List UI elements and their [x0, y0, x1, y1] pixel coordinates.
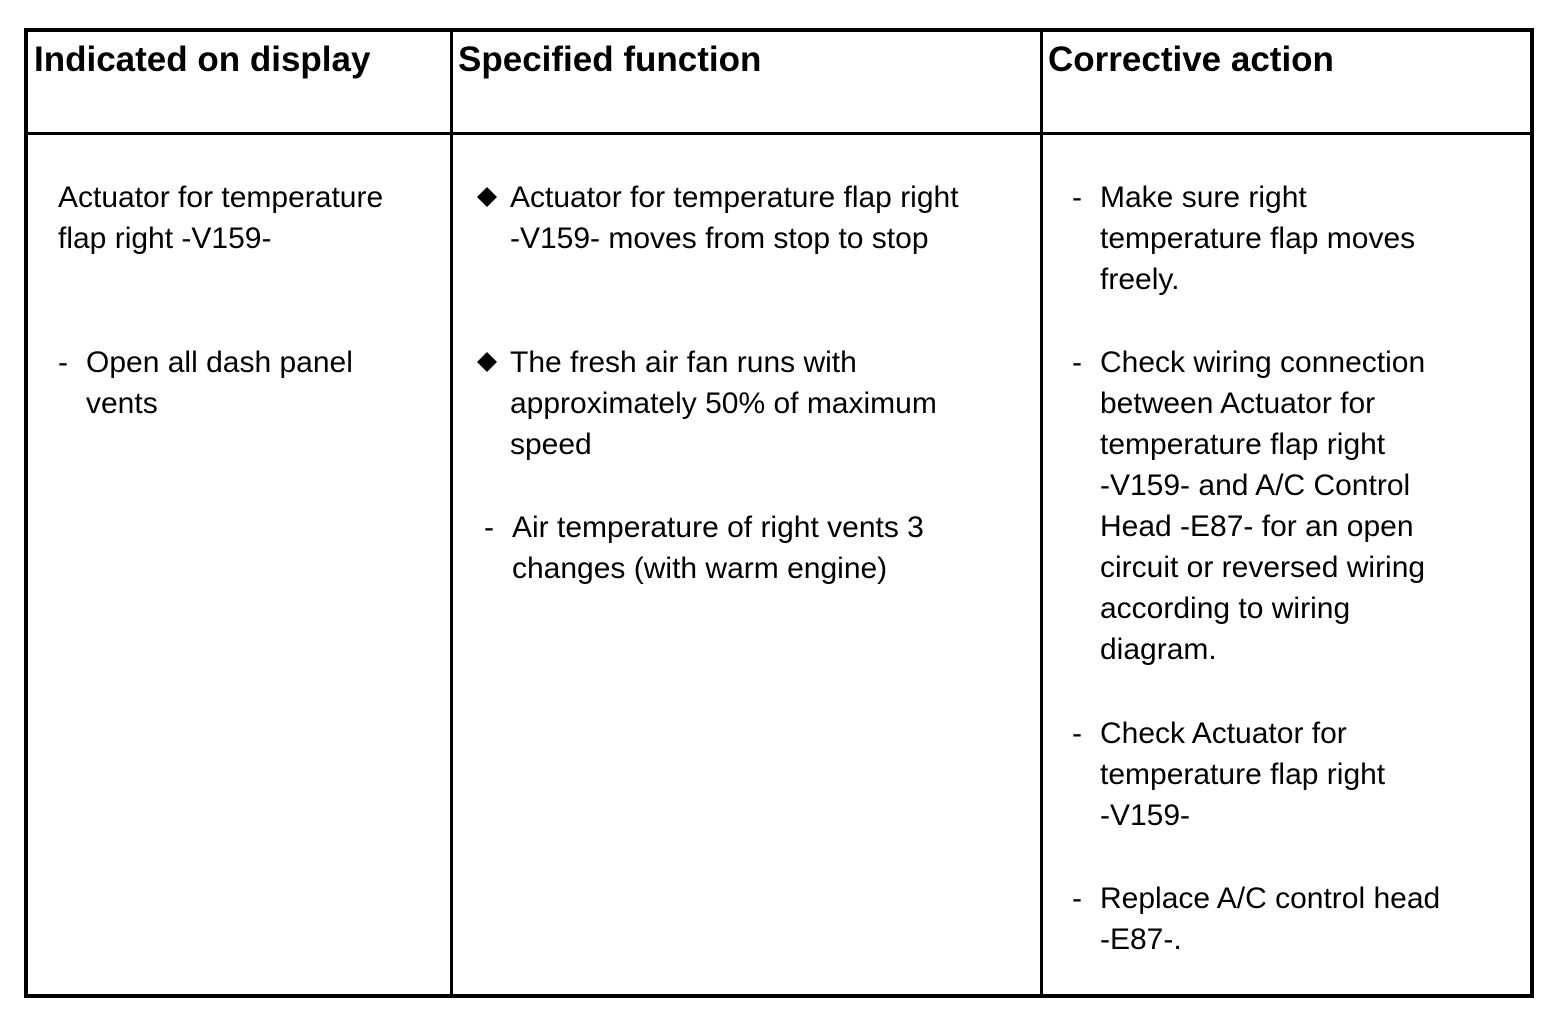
action-item-text: Check wiring connection between Actuator for temperature flap right -V159- and A/C Control Head -E87- for an open circuit or reversed wiring according to wiring diagram. — [1100, 346, 1426, 666]
dash-marker: - — [1072, 882, 1082, 915]
action-item — [1072, 177, 1522, 307]
display-step-text: Open all dash panel vents — [86, 346, 353, 420]
dash-marker: - — [58, 346, 68, 379]
column-divider-2 — [1040, 32, 1043, 994]
bullet-icon — [476, 351, 498, 373]
action-item — [1072, 713, 1522, 843]
display-step — [58, 342, 428, 432]
dash-marker: - — [1072, 346, 1082, 379]
diagnosis-table — [24, 28, 1534, 998]
dash-marker: - — [1072, 717, 1082, 750]
header-indicated-on-display: Indicated on display — [34, 40, 371, 79]
function-item — [476, 177, 1026, 267]
function-item-text: Actuator for temperature flap right -V159- moves from stop to stop — [510, 181, 959, 255]
action-item — [1072, 342, 1522, 682]
dash-marker: - — [484, 511, 494, 544]
column-divider-1 — [450, 32, 453, 994]
bullet-icon — [476, 186, 498, 208]
header-specified-function: Specified function — [458, 40, 762, 79]
action-item-text: Check Actuator for temperature flap right -V159- — [1100, 717, 1386, 832]
dash-marker: - — [1072, 181, 1082, 214]
function-item — [476, 342, 1026, 472]
function-item — [484, 507, 1024, 597]
header-corrective-action: Corrective action — [1048, 40, 1334, 79]
function-item-text: The fresh air fan runs with approximately 50% of maximum speed — [510, 346, 937, 461]
display-item-title: Actuator for temperature flap right -V159- — [58, 181, 384, 255]
header-divider — [28, 132, 1530, 135]
action-item-text: Replace A/C control head -E87-. — [1100, 882, 1441, 956]
action-item-text: Make sure right temperature flap moves freely. — [1100, 181, 1416, 296]
function-item-text: Air temperature of right vents 3 changes (with warm engine) — [512, 511, 924, 585]
action-item — [1072, 878, 1522, 968]
